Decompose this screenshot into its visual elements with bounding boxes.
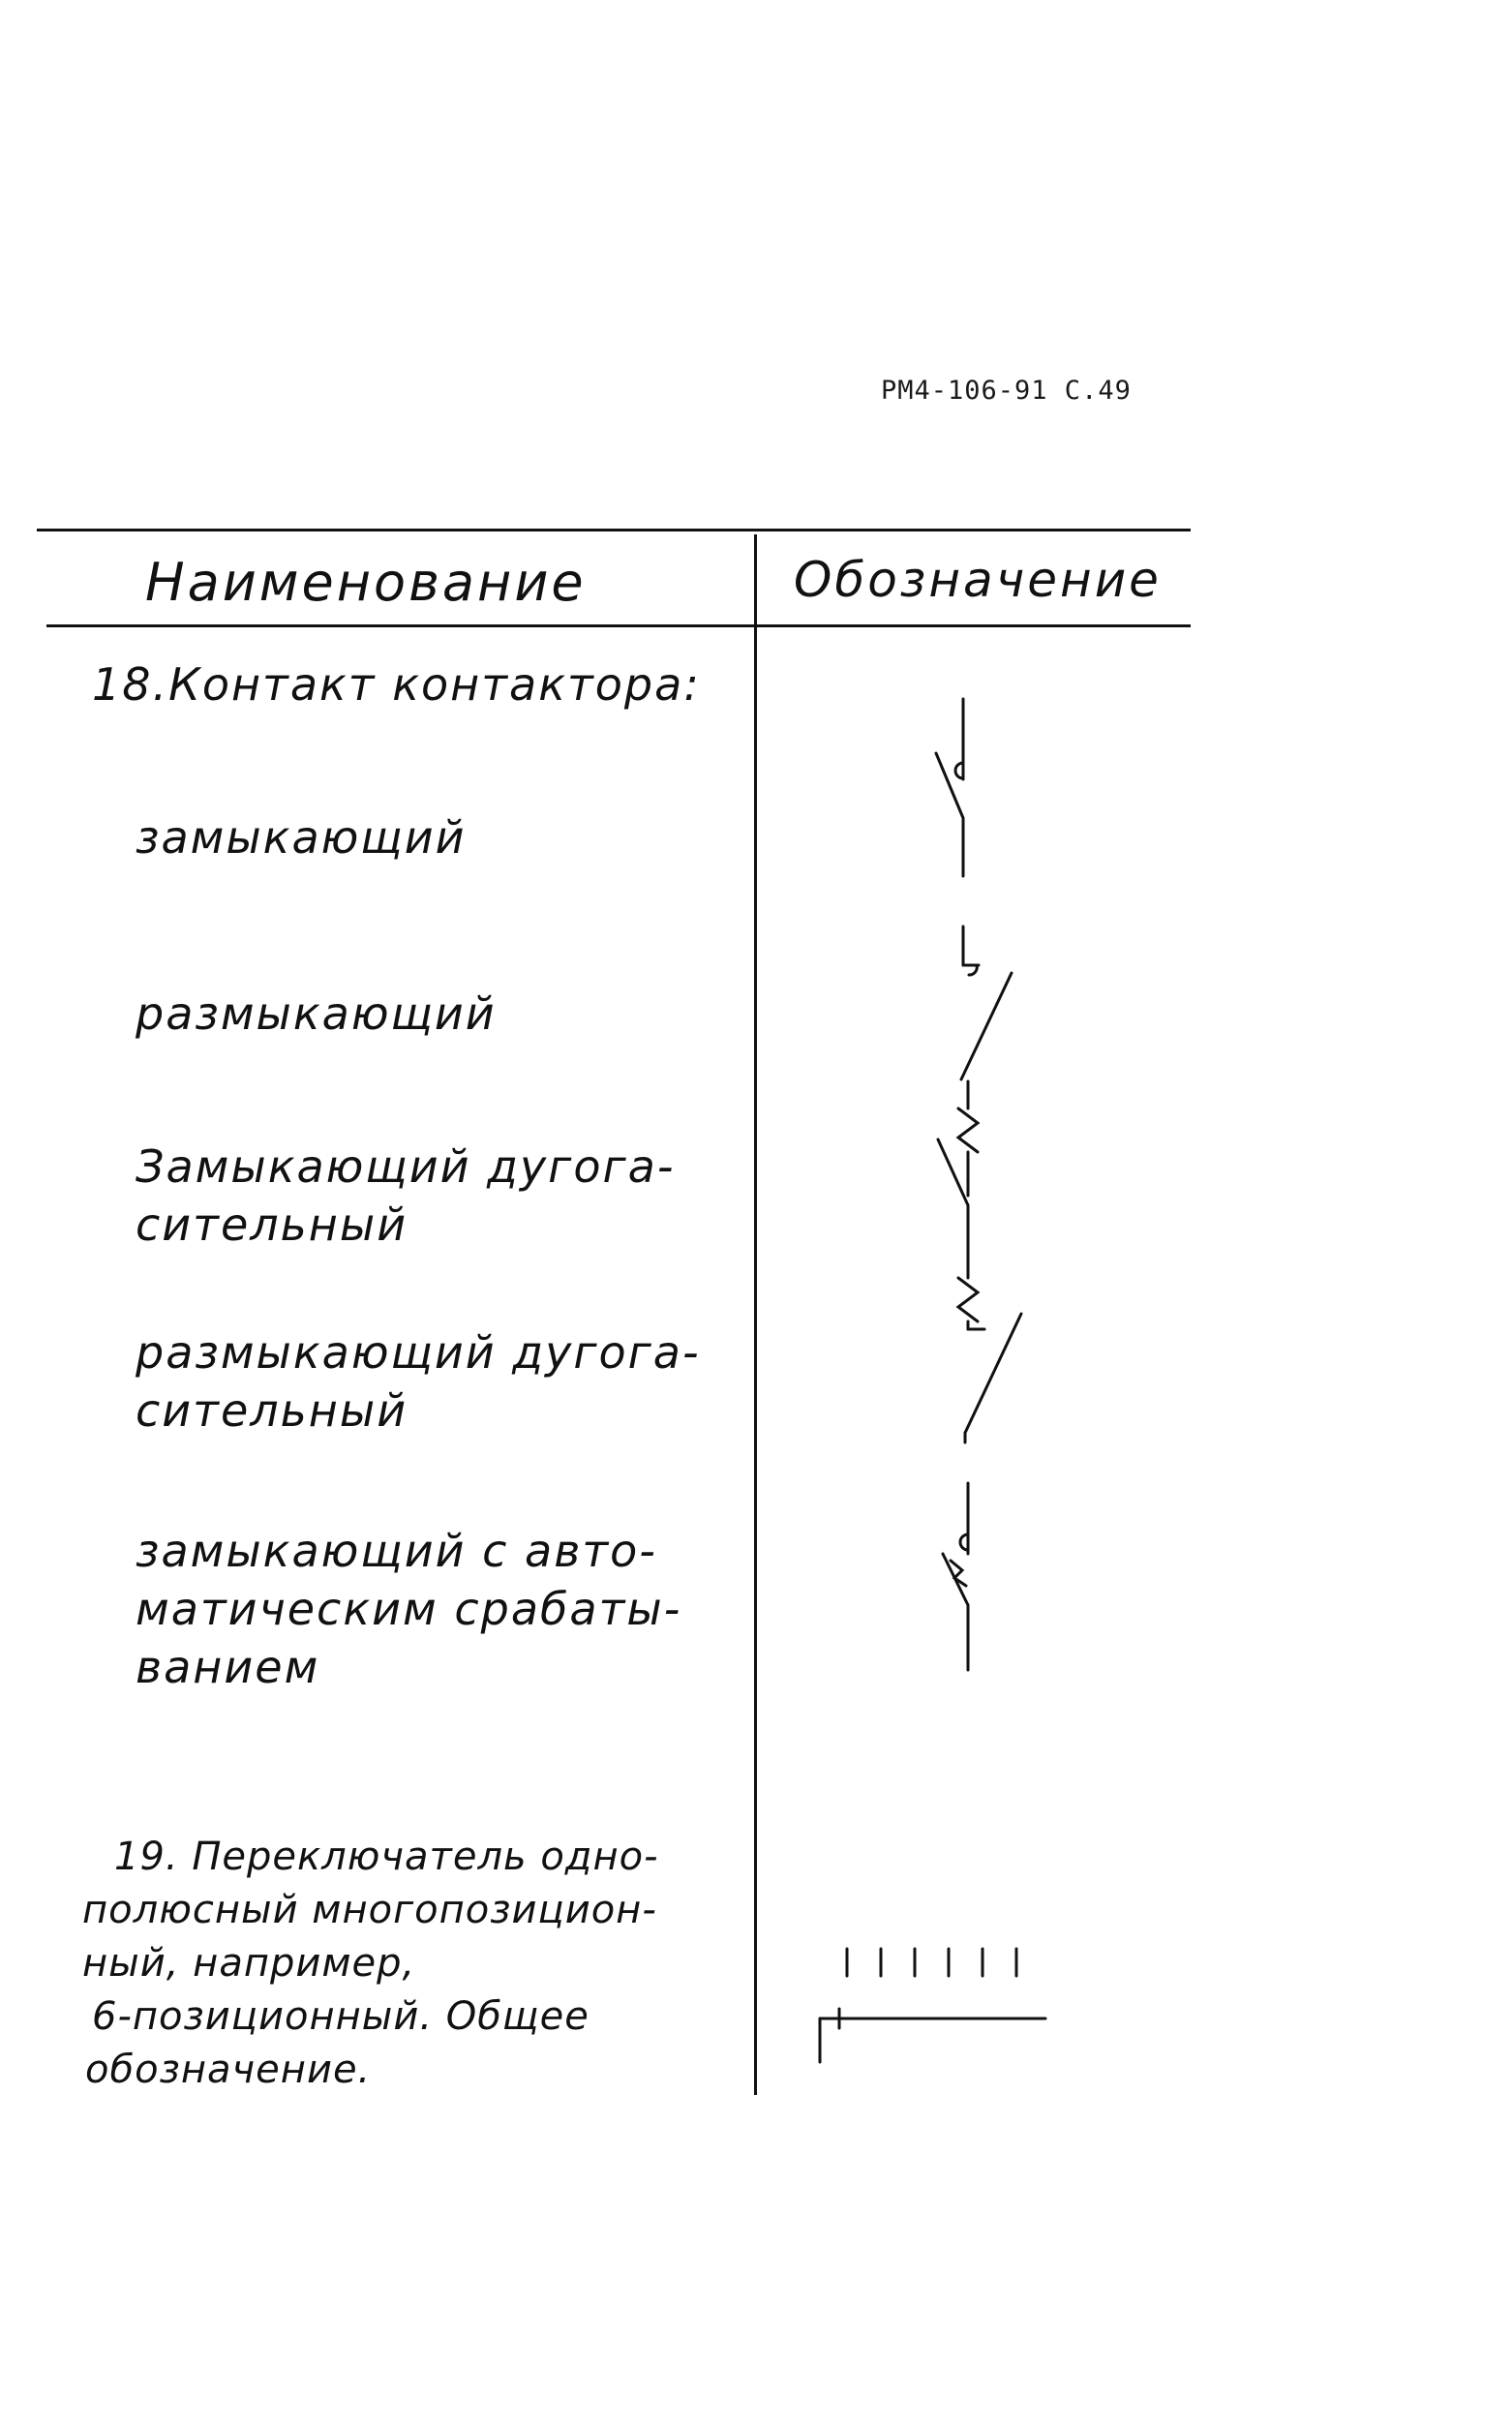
column-header-name: Наименование: [145, 552, 587, 613]
auto-trip-make-contact-icon: [929, 1481, 1007, 1675]
item-18-auto-line3: ванием: [136, 1641, 320, 1693]
arc-quenching-make-contact-icon: [924, 1079, 1021, 1273]
column-header-symbol: Обозначение: [794, 552, 1162, 608]
item-19-line1: 19. Переключатель одно-: [114, 1835, 659, 1879]
item-18-arc-make-line2: сительный: [136, 1199, 408, 1251]
item-18-arc-make-line1: Замыкающий дугога-: [136, 1140, 676, 1193]
table-top-rule: [37, 529, 1191, 531]
item-18-auto-line2: матическим срабаты-: [136, 1583, 682, 1635]
item-18-title: 18.Контакт контактора:: [92, 658, 701, 711]
document-code: РМ4-106-91 С.49: [881, 376, 1132, 406]
item-18-break: размыкающий: [136, 987, 497, 1040]
item-19-line5: обозначение.: [85, 2048, 372, 2092]
contactor-make-contact-icon: [924, 697, 1002, 881]
item-19-line2: полюсный многопозицион-: [82, 1888, 657, 1932]
item-18-make: замыкающий: [136, 811, 467, 864]
item-19-line4: 6-позиционный. Общее: [92, 1994, 590, 2039]
item-18-auto-line1: замыкающий с авто-: [136, 1525, 657, 1577]
item-19-line3: ный, например,: [82, 1941, 416, 1986]
table-header-rule: [46, 624, 1191, 627]
item-18-arc-break-line1: размыкающий дугога-: [136, 1326, 701, 1379]
item-18-arc-break-line2: сительный: [136, 1384, 408, 1437]
contactor-break-contact-icon: [924, 925, 1021, 1089]
arc-quenching-break-contact-icon: [924, 1254, 1031, 1447]
multiposition-switch-icon: [818, 1941, 1050, 2067]
table-column-divider: [754, 534, 757, 2095]
